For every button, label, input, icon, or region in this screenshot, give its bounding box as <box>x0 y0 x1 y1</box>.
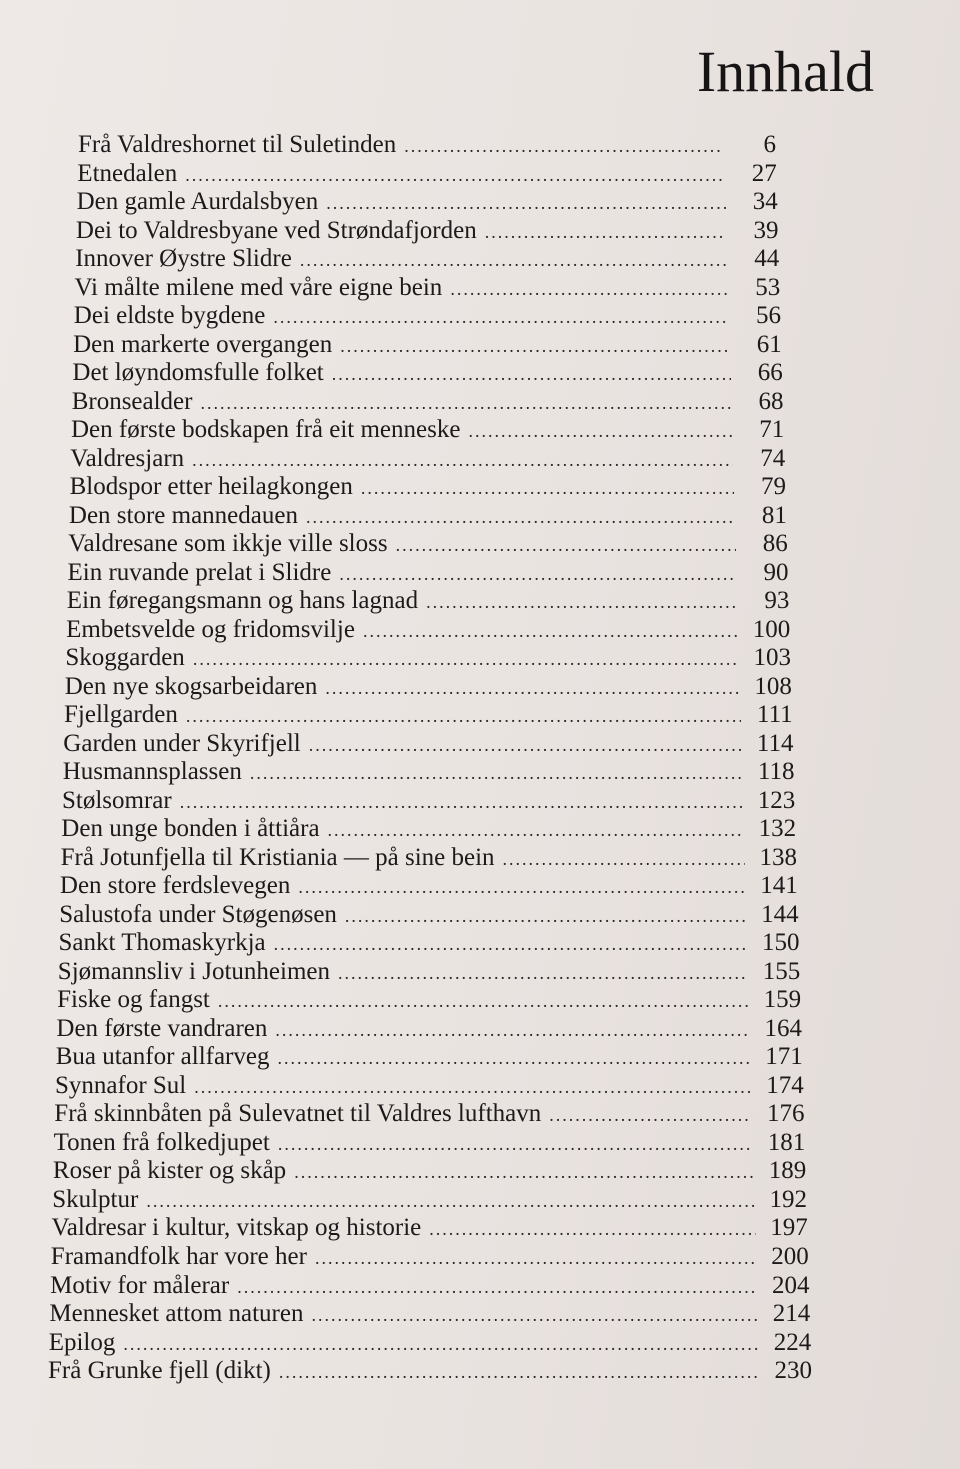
toc-entry-page-number: 150 <box>762 929 800 957</box>
toc-entry-title: Sankt Thomaskyrkja <box>58 929 266 957</box>
toc-entry-page-number: 174 <box>766 1071 804 1099</box>
toc-entry-page-number: 6 <box>763 131 776 158</box>
dot-leader <box>396 530 736 560</box>
dot-leader <box>185 160 725 190</box>
toc-entry-page-number: 34 <box>752 188 778 215</box>
toc-entry <box>73 330 782 361</box>
toc-entry <box>69 501 787 532</box>
toc-entry-page-number: 138 <box>759 843 797 871</box>
dot-leader <box>306 502 735 532</box>
dot-leader <box>200 388 731 418</box>
dot-leader <box>450 274 728 304</box>
toc-entry-title: Husmannsplassen <box>62 758 242 786</box>
toc-entry-page-number: 79 <box>760 473 786 501</box>
dot-leader <box>315 1243 757 1273</box>
dot-leader <box>404 131 724 161</box>
dot-leader <box>186 701 741 731</box>
toc-entry <box>72 358 782 389</box>
dot-leader <box>326 188 725 218</box>
dot-leader <box>549 1100 752 1130</box>
toc-entry-title: Den store mannedauen <box>68 501 298 529</box>
dot-leader <box>294 1157 754 1187</box>
dot-leader <box>218 986 749 1016</box>
dot-leader <box>193 644 739 674</box>
toc-entry-title: Roser på kister og skåp <box>52 1157 287 1185</box>
toc-entry-title: Mennesket attom naturen <box>49 1300 304 1327</box>
toc-entry-title: Den gamle Aurdalsbyen <box>76 188 319 215</box>
toc-entry-title: Dei eldste bygdene <box>73 302 266 330</box>
toc-entry-page-number: 155 <box>762 957 801 985</box>
toc-entry-page-number: 141 <box>760 872 798 900</box>
dot-leader <box>345 901 747 931</box>
toc-entry-title: Frå skinnbåten på Sulevatnet til Valdres lufthavn <box>54 1100 542 1128</box>
toc-entry-title: Sjømannsliv i Jotunheimen <box>57 957 331 985</box>
toc-entry <box>56 1014 802 1045</box>
toc-entry-title: Fjellgarden <box>64 701 178 729</box>
dot-leader <box>361 473 734 503</box>
toc-entry-page-number: 108 <box>754 672 792 700</box>
toc-entry <box>49 1328 812 1359</box>
dot-leader <box>279 1357 760 1387</box>
toc-entry-title: Bronsealder <box>71 387 193 415</box>
toc-entry <box>55 1071 804 1102</box>
toc-entry <box>64 700 793 731</box>
toc-entry-page-number: 111 <box>757 701 793 729</box>
dot-leader <box>426 587 737 617</box>
toc-entry <box>70 472 786 503</box>
toc-entry <box>59 928 800 959</box>
toc-entry <box>77 159 777 190</box>
toc-entry-title: Skulptur <box>52 1185 139 1213</box>
toc-entry-title: Den første vandraren <box>56 1014 268 1042</box>
toc-entry <box>68 529 788 560</box>
dot-leader <box>192 445 733 475</box>
toc-entry-page-number: 93 <box>764 587 790 615</box>
toc-entry <box>48 1356 812 1387</box>
toc-entry <box>54 1128 806 1159</box>
toc-entry <box>61 843 797 874</box>
toc-entry-page-number: 44 <box>754 245 780 272</box>
toc-entry <box>65 643 791 674</box>
toc-entry-title: Tonen frå folkedjupet <box>53 1128 270 1156</box>
toc-entry-page-number: 27 <box>751 159 777 187</box>
toc-entry-page-number: 204 <box>771 1271 810 1299</box>
page-title: Innhald <box>696 39 874 104</box>
toc-entry-page-number: 132 <box>758 815 797 843</box>
dot-leader <box>278 1129 753 1159</box>
dot-leader <box>300 245 727 275</box>
toc-entry-title: Innover Øystre Slidre <box>75 245 292 272</box>
toc-entry <box>77 187 778 218</box>
dot-leader <box>338 958 748 988</box>
toc-entry <box>49 1299 810 1330</box>
toc-entry-page-number: 114 <box>756 729 794 757</box>
toc-entry <box>58 957 801 988</box>
toc-entry-page-number: 224 <box>773 1328 812 1356</box>
toc-entry-title: Embetsvelde og fridomsvilje <box>66 615 355 643</box>
toc-entry-page-number: 68 <box>758 387 784 415</box>
toc-entry-title: Frå Valdreshornet til Suletinden <box>78 131 397 158</box>
toc-entry <box>78 130 776 161</box>
toc-entry <box>72 387 784 418</box>
toc-entry-title: Etnedalen <box>77 159 178 187</box>
toc-entry-title: Salustofa under Støgenøsen <box>59 900 337 928</box>
toc-entry-page-number: 56 <box>755 302 781 330</box>
dot-leader <box>237 1272 757 1302</box>
toc-entry-page-number: 192 <box>769 1185 807 1213</box>
dot-leader <box>468 416 732 446</box>
toc-entry-title: Skoggarden <box>65 644 185 672</box>
toc-entry-page-number: 61 <box>756 330 782 358</box>
toc-entry <box>50 1271 809 1302</box>
toc-entry <box>65 672 792 703</box>
toc-entry <box>57 985 801 1016</box>
toc-entry-page-number: 123 <box>757 786 796 814</box>
toc-entry-page-number: 90 <box>763 558 789 586</box>
toc-entry-title: Vi målte milene med våre eigne bein <box>74 273 443 301</box>
toc-entry-title: Den unge bonden i åttiåra <box>61 815 320 843</box>
toc-entry-title: Den markerte overgangen <box>73 330 333 358</box>
toc-entry <box>59 900 798 931</box>
toc-entry <box>74 301 781 332</box>
toc-entry <box>54 1099 804 1130</box>
toc-entry-title: Den store ferdslevegen <box>59 872 291 900</box>
toc-entry <box>70 444 785 475</box>
dot-leader <box>250 758 743 788</box>
toc-entry <box>67 586 790 617</box>
toc-entry <box>51 1242 809 1273</box>
toc-entry-title: Den nye skogsarbeidaren <box>64 672 318 700</box>
toc-entry-title: Valdresar i kultur, vitskap og historie <box>51 1214 422 1242</box>
dot-leader <box>429 1214 756 1244</box>
toc-entry-title: Framandfolk har vore her <box>50 1243 307 1270</box>
toc-entry-page-number: 118 <box>757 758 795 786</box>
toc-entry <box>76 216 779 247</box>
toc-entry-title: Bua utanfor allfarveg <box>55 1043 270 1071</box>
toc-entry <box>75 244 779 275</box>
toc-entry-title: Epilog <box>48 1328 116 1356</box>
toc-entry-page-number: 144 <box>761 900 799 928</box>
dot-leader <box>485 217 727 247</box>
toc-entry-page-number: 53 <box>755 273 781 301</box>
dot-leader <box>332 359 731 389</box>
toc-entry-title: Valdresane som ikkje ville sloss <box>68 530 388 558</box>
toc-entry-title: Ein ruvande prelat i Slidre <box>67 558 332 586</box>
toc-entry-page-number: 159 <box>763 986 802 1014</box>
toc-entry-page-number: 200 <box>771 1243 809 1270</box>
toc-entry-page-number: 181 <box>767 1128 806 1156</box>
toc-entry <box>52 1185 807 1216</box>
toc-entry-page-number: 103 <box>753 644 791 672</box>
dot-leader <box>363 616 738 646</box>
dot-leader <box>277 1043 750 1073</box>
toc-entry-title: Frå Grunke fjell (dikt) <box>48 1357 271 1384</box>
toc-entry-page-number: 230 <box>774 1357 812 1384</box>
dot-leader <box>503 844 745 874</box>
toc-entry-page-number: 171 <box>765 1043 803 1071</box>
toc-entry-page-number: 74 <box>760 444 786 472</box>
toc-entry-page-number: 100 <box>752 615 791 643</box>
toc-entry-title: Valdresjarn <box>70 444 185 472</box>
dot-leader <box>180 787 744 817</box>
toc-entry-page-number: 197 <box>770 1214 808 1242</box>
toc-entry-page-number: 71 <box>759 416 785 444</box>
dot-leader <box>339 559 736 589</box>
toc-entry-page-number: 189 <box>768 1157 807 1185</box>
toc-entry <box>61 814 796 845</box>
toc-entry <box>66 615 790 646</box>
toc-entry-page-number: 39 <box>753 216 779 244</box>
dot-leader <box>298 872 745 902</box>
toc-entry-title: Garden under Skyrifjell <box>63 729 301 757</box>
toc-entry <box>60 871 798 902</box>
dot-leader <box>309 730 742 760</box>
dot-leader <box>123 1329 759 1359</box>
toc-entry <box>53 1156 806 1187</box>
toc-entry <box>63 729 793 760</box>
toc-entry <box>75 273 781 304</box>
dot-leader <box>328 815 745 845</box>
toc-entry <box>68 558 789 589</box>
toc-entry <box>52 1213 808 1244</box>
toc-entry-page-number: 176 <box>766 1100 805 1128</box>
toc-entry-title: Den første bodskapen frå eit menneske <box>71 416 461 444</box>
toc-entry-title: Motiv for målerar <box>50 1271 230 1299</box>
toc-entry-page-number: 164 <box>764 1014 802 1042</box>
toc-entry <box>63 757 795 788</box>
dot-leader <box>274 929 748 959</box>
dot-leader <box>275 1015 750 1045</box>
toc-entry-page-number: 214 <box>772 1300 811 1327</box>
toc-entry-page-number: 81 <box>761 501 787 529</box>
dot-leader <box>325 673 740 703</box>
toc-entry-title: Fiske og fangst <box>57 986 210 1014</box>
dot-leader <box>146 1186 755 1216</box>
dot-leader <box>311 1300 758 1330</box>
toc-entry <box>62 786 795 817</box>
toc-entry <box>71 415 784 446</box>
toc-entry <box>56 1042 803 1073</box>
toc-entry-page-number: 66 <box>757 359 783 387</box>
toc-entry-title: Dei to Valdresbyane ved Strøndafjorden <box>75 216 477 244</box>
dot-leader <box>273 302 729 332</box>
toc-entry-title: Ein føregangsmann og hans lagnad <box>66 587 419 615</box>
toc-entry-title: Frå Jotunfjella til Kristiania — på sine bein <box>60 843 495 871</box>
toc-entry-page-number: 86 <box>762 530 788 558</box>
toc-entry-title: Det løyndomsfulle folket <box>72 359 324 387</box>
dot-leader <box>194 1072 751 1102</box>
dot-leader <box>340 331 730 361</box>
toc-entry-title: Blodspor etter heilagkongen <box>69 473 353 501</box>
toc-entry-title: Stølsomrar <box>62 786 172 814</box>
toc-entry-title: Synnafor Sul <box>55 1071 187 1099</box>
